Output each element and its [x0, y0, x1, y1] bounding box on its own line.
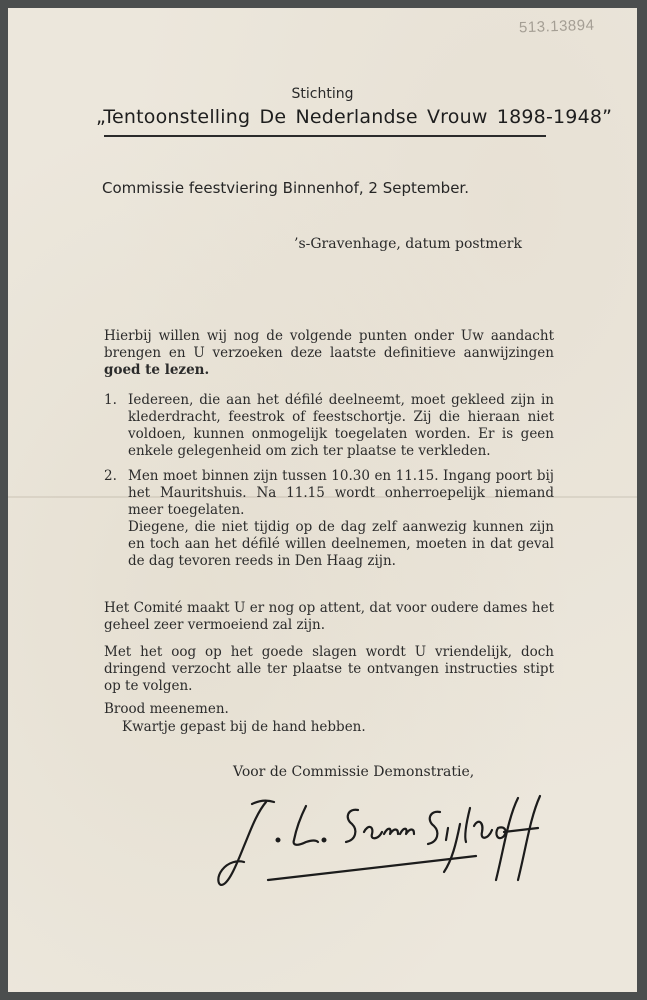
note-paragraph: Met het oog op het goede slagen wordt U vriendelijk, doch dringend verzocht alle ter plaatse te ontvangen instructies stipt op te volgen. [104, 644, 554, 694]
intro-bold-phrase: goed te lezen. [104, 362, 210, 378]
closing-line: Voor de Commissie Demonstratie, [233, 764, 475, 780]
instruction-list [104, 392, 554, 578]
committee-line: Commissie feestviering Binnenhof, 2 September. [102, 179, 469, 197]
title-underline [104, 135, 546, 137]
list-item-subtext: Diegene, die niet tijdig op de dag zelf aanwezig kunnen zijn en toch aan het défilé willen deelnemen, moeten in dat geval de dag tevoren reeds in Den Haag zijn. [128, 519, 554, 569]
handwritten-signature [208, 788, 568, 898]
note-paragraph: Kwartje gepast bij de hand hebben. [122, 719, 366, 735]
list-item [104, 468, 554, 570]
letterhead-organisation: Stichting [291, 86, 354, 102]
list-item [104, 392, 554, 460]
intro-paragraph [104, 328, 554, 379]
letterhead-exhibition-title: „Tentoonstelling De Nederlandse Vrouw 1898-1948” [96, 106, 613, 128]
note-paragraph: Het Comité maakt U er nog op attent, dat voor oudere dames het geheel zeer vermoeiend zal zijn. [104, 600, 554, 633]
list-item-number: 2. [104, 468, 117, 484]
list-item-text: Iedereen, die aan het défilé deelneemt, moet gekleed zijn in klederdracht, feestrok of feestschortje. Zij die hieraan niet voldoen, kunnen onmogelijk toegelaten worden. Er is geen enkele gelegenheid om zich ter plaatse te verkleden. [128, 392, 554, 459]
list-item-text: Men moet binnen zijn tussen 10.30 en 11.15. Ingang poort bij het Mauritshuis. Na 11.15 wordt onherroepelijk niemand meer toegelaten. [128, 468, 554, 518]
place-date-line: ’s-Gravenhage, datum postmerk [294, 236, 522, 252]
note-paragraph: Brood meenemen. [104, 701, 229, 717]
list-item-number: 1. [104, 392, 117, 408]
letter-sheet [8, 8, 637, 992]
archive-number: 513.13894 [518, 16, 595, 37]
intro-text: Hierbij willen wij nog de volgende punten onder Uw aandacht brengen en U verzoeken deze laatste definitieve aanwijzingen [104, 328, 554, 361]
